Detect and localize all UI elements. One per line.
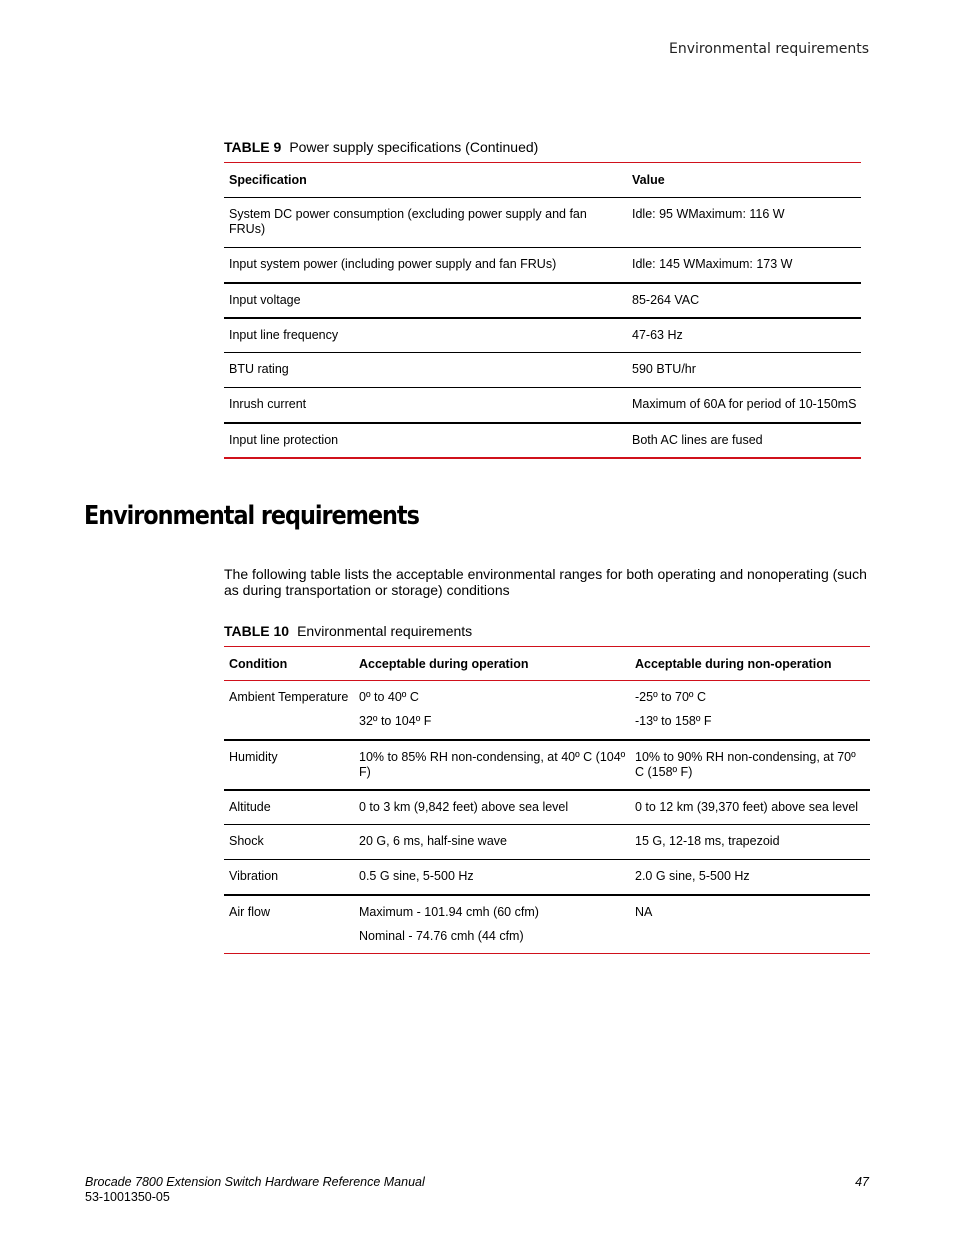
table-row xyxy=(224,423,861,458)
table10-header-non-operation: Acceptable during non-operation xyxy=(635,657,832,671)
cell-line: Maximum - 101.94 cmh (60 cfm) xyxy=(359,904,539,919)
table-cell: Ambient Temperature xyxy=(229,690,349,704)
table10 xyxy=(224,646,870,954)
table-row xyxy=(224,318,861,353)
table-row xyxy=(224,895,870,954)
footer-manual-title: Brocade 7800 Extension Switch Hardware Reference Manual xyxy=(85,1175,425,1189)
table-cell: Altitude xyxy=(229,799,271,814)
table-cell: Inrush current xyxy=(229,397,307,411)
table-cell: 10% to 90% RH non-condensing, at 70º C (158º F) xyxy=(635,749,856,779)
table-cell: 47-63 Hz xyxy=(632,327,683,342)
table-cell: Maximum of 60A for period of 10-150mS xyxy=(632,397,857,411)
cell-line: 32º to 104º F xyxy=(359,714,432,728)
table-cell: System DC power consumption (excluding power supply and fan FRUs) xyxy=(229,207,587,236)
table-cell: Idle: 145 WMaximum: 173 W xyxy=(632,257,793,271)
table-cell: 85-264 VAC xyxy=(632,292,700,307)
table-cell xyxy=(354,895,630,954)
table10-header-condition: Condition xyxy=(229,657,288,671)
table9-title: Power supply specifications (Continued) xyxy=(289,139,539,155)
table-cell: 10% to 85% RH non-condensing, at 40º C (104º F) xyxy=(359,749,626,779)
table-cell: Shock xyxy=(229,834,264,848)
section-title: Environmental requirements xyxy=(84,501,419,531)
intro-paragraph: The following table lists the acceptable environmental ranges for both operating and nonoperating (such as during transportation or storage) conditions xyxy=(224,566,867,598)
table10-label: TABLE 10 xyxy=(224,623,290,639)
footer-left xyxy=(85,1175,425,1205)
table-cell: Input line frequency xyxy=(229,327,339,342)
cell-line: -25º to 70º C xyxy=(635,690,706,704)
table10-header-row xyxy=(224,647,870,681)
table-cell: Idle: 95 WMaximum: 116 W xyxy=(632,207,785,221)
footer-page-number: 47 xyxy=(855,1175,869,1189)
table-cell: BTU rating xyxy=(229,362,289,376)
table-cell: 0 to 3 km (9,842 feet) above sea level xyxy=(359,799,569,814)
table-cell: Both AC lines are fused xyxy=(632,432,763,447)
table-cell: 20 G, 6 ms, half-sine wave xyxy=(359,834,507,848)
table-cell xyxy=(354,681,630,740)
table-row xyxy=(224,790,870,825)
table-row xyxy=(224,388,861,423)
table-cell: Input voltage xyxy=(229,292,301,307)
table-cell: Input line protection xyxy=(229,432,339,447)
table-cell: 15 G, 12-18 ms, trapezoid xyxy=(635,834,780,848)
table9-header-value: Value xyxy=(632,173,665,187)
cell-line: 0º to 40º C xyxy=(359,690,419,704)
footer-doc-number: 53-1001350-05 xyxy=(85,1190,170,1204)
cell-line: -13º to 158º F xyxy=(635,714,712,728)
table10-caption xyxy=(224,623,472,639)
table-row xyxy=(224,353,861,388)
table10-header-operation: Acceptable during operation xyxy=(359,657,529,671)
table9-header-row xyxy=(224,163,861,198)
table-cell: Input system power (including power supply and fan FRUs) xyxy=(229,257,557,271)
table9-header-specification: Specification xyxy=(229,173,307,187)
table-row xyxy=(224,740,870,790)
cell-line: Nominal - 74.76 cmh (44 cfm) xyxy=(359,928,524,943)
table9-caption xyxy=(224,139,538,155)
table-row xyxy=(224,825,870,860)
table-cell: 2.0 G sine, 5-500 Hz xyxy=(635,869,750,883)
table-cell: NA xyxy=(635,904,653,919)
table-row xyxy=(224,198,861,248)
table9 xyxy=(224,162,861,459)
table10-title: Environmental requirements xyxy=(297,623,473,639)
table-cell xyxy=(630,681,870,740)
table-cell: Vibration xyxy=(229,869,279,883)
table-cell: Air flow xyxy=(229,904,270,919)
table-row xyxy=(224,860,870,895)
table-cell: 590 BTU/hr xyxy=(632,362,696,376)
running-header: Environmental requirements xyxy=(669,41,869,57)
table-row xyxy=(224,681,870,740)
table-row xyxy=(224,248,861,283)
table-row xyxy=(224,283,861,318)
table-cell: Humidity xyxy=(229,749,278,764)
table-cell: 0 to 12 km (39,370 feet) above sea level xyxy=(635,799,859,814)
table-cell: 0.5 G sine, 5-500 Hz xyxy=(359,869,474,883)
table9-label: TABLE 9 xyxy=(224,139,282,155)
